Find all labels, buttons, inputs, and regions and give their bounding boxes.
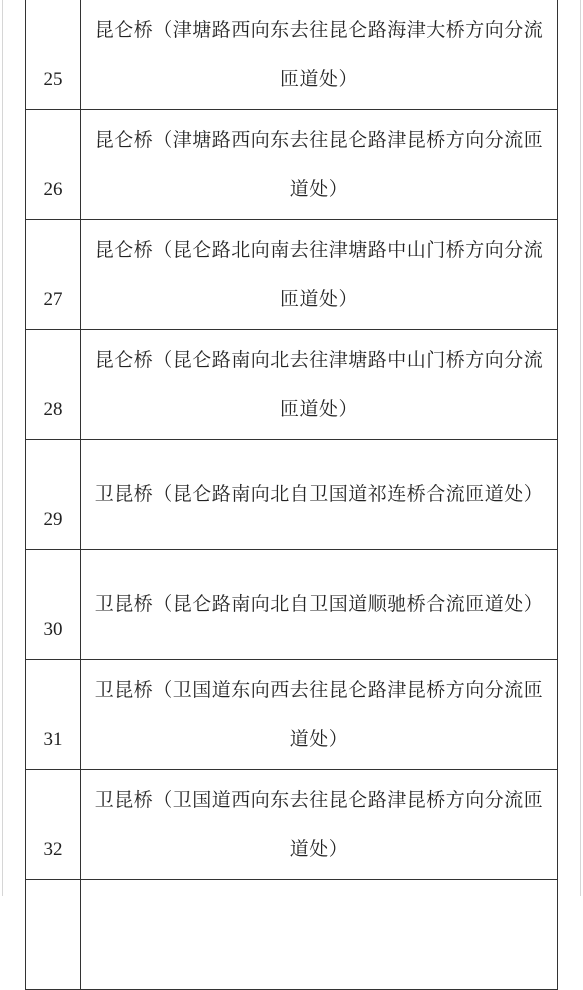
location-description: 卫昆桥（昆仑路南向北自卫国道祁连桥合流匝道处） bbox=[81, 440, 558, 550]
table-row bbox=[26, 0, 558, 110]
row-number: 28 bbox=[26, 330, 81, 440]
table-row bbox=[26, 770, 558, 880]
row-number: 25 bbox=[26, 0, 81, 110]
row-number: 26 bbox=[26, 110, 81, 220]
location-description: 卫昆桥（卫国道东向西去往昆仑路津昆桥方向分流匝道处） bbox=[81, 660, 558, 770]
location-description: 卫昆桥（昆仑路南向北自卫国道顺驰桥合流匝道处） bbox=[81, 550, 558, 660]
table-row bbox=[26, 220, 558, 330]
table-row bbox=[26, 660, 558, 770]
location-description bbox=[81, 880, 558, 990]
table-row bbox=[26, 550, 558, 660]
location-table bbox=[25, 0, 558, 990]
location-description: 卫昆桥（卫国道西向东去往昆仑路津昆桥方向分流匝道处） bbox=[81, 770, 558, 880]
location-description: 昆仑桥（昆仑路南向北去往津塘路中山门桥方向分流匝道处） bbox=[81, 330, 558, 440]
table-row bbox=[26, 880, 558, 990]
location-description: 昆仑桥（津塘路西向东去往昆仑路海津大桥方向分流匝道处） bbox=[81, 0, 558, 110]
row-number bbox=[26, 880, 81, 990]
row-number: 30 bbox=[26, 550, 81, 660]
location-description: 昆仑桥（昆仑路北向南去往津塘路中山门桥方向分流匝道处） bbox=[81, 220, 558, 330]
table-row bbox=[26, 110, 558, 220]
row-number: 32 bbox=[26, 770, 81, 880]
row-number: 31 bbox=[26, 660, 81, 770]
row-number: 27 bbox=[26, 220, 81, 330]
table-row bbox=[26, 440, 558, 550]
table-row bbox=[26, 330, 558, 440]
row-number: 29 bbox=[26, 440, 81, 550]
location-description: 昆仑桥（津塘路西向东去往昆仑路津昆桥方向分流匝道处） bbox=[81, 110, 558, 220]
